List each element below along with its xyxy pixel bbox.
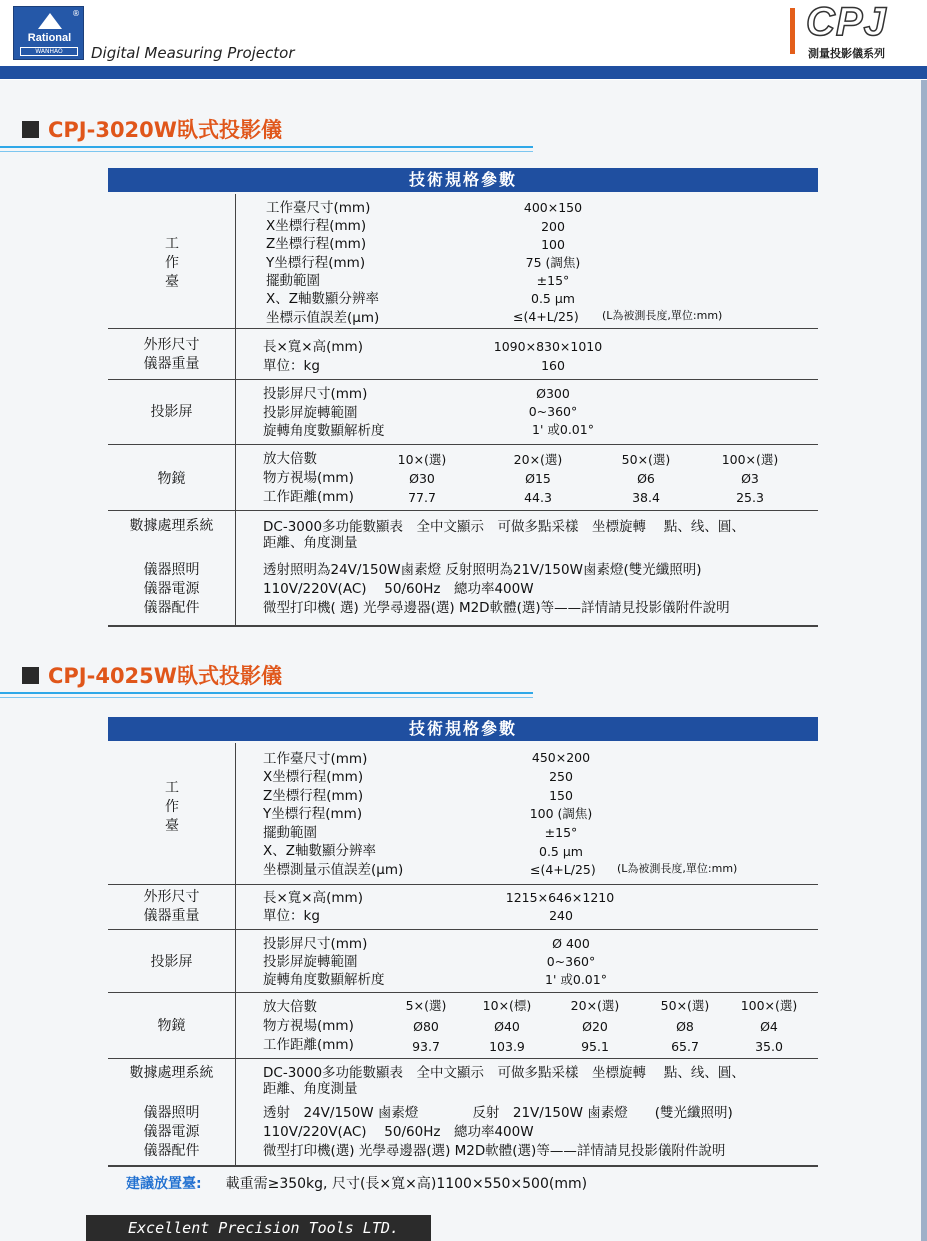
label-work-table-1: 工 <box>165 236 179 252</box>
power-text: 110V/220V(AC) 50/60Hz 總功率400W <box>263 1124 534 1140</box>
spec-value: 450×200 <box>531 750 591 765</box>
field-cell: Ø80 <box>413 1019 439 1034</box>
brand-subtitle: 測量投影儀系列 <box>808 47 885 60</box>
distance-cell: 44.3 <box>524 490 552 505</box>
distance-cell: 93.7 <box>412 1039 440 1054</box>
spec-name: Y坐標行程(mm) <box>266 255 366 271</box>
field-cell: Ø6 <box>637 471 655 486</box>
field-cell: Ø3 <box>741 471 759 486</box>
magnification-cell: 20×(選) <box>513 452 563 467</box>
data-system-text: 距離、角度測量 <box>263 535 358 551</box>
data-system-text: DC-3000多功能數顯表 全中文顯示 可做多點采樣 坐標旋轉 點、线、圓、 <box>263 1065 745 1081</box>
spec-name: 投影屏尺寸(mm) <box>263 936 368 952</box>
distance-cell: 38.4 <box>632 490 660 505</box>
spec-value: 100 <box>541 237 565 252</box>
page-edge <box>921 80 927 1241</box>
label-power: 儀器電源 <box>143 1124 200 1140</box>
label-weight: 儀器重量 <box>143 908 200 924</box>
spec-value: 1' 或0.01° <box>545 972 607 987</box>
spec-name: 擺動範圍 <box>266 273 320 289</box>
row-divider <box>108 444 818 445</box>
field-cell: Ø40 <box>494 1019 520 1034</box>
spec-value: 240 <box>549 908 573 923</box>
section-rule <box>0 692 533 694</box>
section-title <box>22 114 282 144</box>
magnification-cell: 20×(選) <box>570 998 620 1013</box>
spec-value: 160 <box>541 358 565 373</box>
row-divider <box>108 625 818 627</box>
accessories-text: 微型打印機( 選) 光學尋邊器(選) M2D軟體(選)等——詳情請見投影儀附件說明 <box>263 600 730 616</box>
spec-name: 單位：kg <box>263 908 320 924</box>
spec-name: 旋轉角度數顯解析度 <box>263 972 385 988</box>
lighting-text: 透射 24V/150W 鹵素燈 反射 21V/150W 鹵素燈 (雙光纖照明) <box>263 1105 733 1121</box>
field-cell: Ø4 <box>760 1019 778 1034</box>
spec-name: 單位：kg <box>263 358 320 374</box>
spec-name: 投影屏旋轉範圍 <box>263 954 358 970</box>
brand-accent-bar <box>790 8 795 54</box>
recommended-stand-value: 載重需≥350kg, 尺寸(長×寬×高)1100×550×500(mm) <box>225 1176 588 1192</box>
magnification-cell: 5×(選) <box>405 998 447 1013</box>
spec-value: ±15° <box>536 273 570 288</box>
spec-name: 放大倍數 <box>263 451 317 467</box>
column-divider <box>235 743 236 1166</box>
spec-name: 擺動範圍 <box>263 825 317 841</box>
distance-cell: 25.3 <box>736 490 764 505</box>
accessories-text: 微型打印機(選) 光學尋邊器(選) M2D軟體(選)等——詳情請見投影儀附件說明 <box>263 1143 726 1159</box>
tagline: Digital Measuring Projector <box>91 44 295 62</box>
section-rule <box>0 697 533 698</box>
label-screen: 投影屏 <box>150 954 193 970</box>
field-cell: Ø20 <box>582 1019 608 1034</box>
label-work-table-2: 作 <box>165 799 179 815</box>
section-title-text: CPJ-4025W臥式投影儀 <box>48 664 282 688</box>
label-work-table-2: 作 <box>165 255 179 271</box>
spec-value: 1090×830×1010 <box>493 339 603 354</box>
logo-sub: WANHAO <box>20 47 78 56</box>
spec-value: 0.5 μm <box>539 844 583 859</box>
magnification-cell: 100×(選) <box>740 998 798 1013</box>
spec-value: 1' 或0.01° <box>532 422 594 437</box>
row-divider <box>108 1165 818 1167</box>
label-work-table-3: 臺 <box>165 818 179 834</box>
spec-note: (L為被測長度,單位:mm) <box>617 862 738 875</box>
label-objective: 物鏡 <box>157 1018 186 1034</box>
label-power: 儀器電源 <box>143 581 200 597</box>
label-lighting: 儀器照明 <box>143 562 200 578</box>
distance-cell: 77.7 <box>408 490 436 505</box>
brand-mark: CPJ <box>806 0 887 44</box>
row-divider <box>108 510 818 511</box>
spec-name: 旋轉角度數顯解析度 <box>263 423 385 439</box>
magnification-cell: 100×(選) <box>721 452 779 467</box>
label-data-system: 數據處理系統 <box>129 518 214 534</box>
rational-logo <box>13 6 84 60</box>
label-accessories: 儀器配件 <box>143 1143 200 1159</box>
spec-value: 75 (調焦) <box>525 255 581 270</box>
logo-registered: ® <box>72 9 80 18</box>
spec-name: 投影屏尺寸(mm) <box>263 386 368 402</box>
spec-name: 工作臺尺寸(mm) <box>266 200 371 216</box>
label-weight: 儀器重量 <box>143 356 200 372</box>
row-divider <box>108 1058 818 1059</box>
label-size: 外形尺寸 <box>143 889 200 905</box>
magnification-cell: 50×(選) <box>660 998 710 1013</box>
table-header: 技術規格參數 <box>108 717 818 741</box>
spec-name: 坐標測量示值誤差(μm) <box>263 862 404 878</box>
column-divider <box>235 194 236 626</box>
distance-cell: 35.0 <box>755 1039 783 1054</box>
power-text: 110V/220V(AC) 50/60Hz 總功率400W <box>263 581 534 597</box>
distance-cell: 65.7 <box>671 1039 699 1054</box>
spec-value: 0~360° <box>528 404 578 419</box>
section-title-text: CPJ-3020W臥式投影儀 <box>48 118 282 142</box>
section-title <box>22 660 282 690</box>
field-cell: Ø15 <box>525 471 551 486</box>
spec-name: 物方視場(mm) <box>263 1018 354 1034</box>
row-divider <box>108 328 818 329</box>
spec-name: 投影屏旋轉範圍 <box>263 405 358 421</box>
header-band <box>0 66 927 79</box>
lighting-text: 透射照明為24V/150W鹵素燈 反射照明為21V/150W鹵素燈(雙光纖照明) <box>263 562 702 578</box>
spec-name: 長×寬×高(mm) <box>263 890 363 906</box>
field-cell: Ø8 <box>676 1019 694 1034</box>
label-screen: 投影屏 <box>150 404 193 420</box>
data-system-text: DC-3000多功能數顯表 全中文顯示 可做多點采樣 坐標旋轉 點、线、圓、 <box>263 519 745 535</box>
spec-value: ≤(4+L/25) <box>530 862 596 877</box>
spec-value: 1215×646×1210 <box>505 890 615 905</box>
label-work-table-1: 工 <box>165 780 179 796</box>
spec-value: 200 <box>541 219 565 234</box>
spec-name: Y坐標行程(mm) <box>263 806 363 822</box>
logo-triangle-icon <box>38 13 62 29</box>
label-accessories: 儀器配件 <box>143 600 200 616</box>
distance-cell: 103.9 <box>489 1039 525 1054</box>
spec-name: 工作距離(mm) <box>263 1037 354 1053</box>
spec-value: 0~360° <box>546 954 596 969</box>
data-system-text: 距離、角度測量 <box>263 1081 358 1097</box>
spec-name: X、Z軸數顯分辨率 <box>266 291 379 307</box>
row-divider <box>108 992 818 993</box>
row-divider <box>108 884 818 885</box>
spec-name: X坐標行程(mm) <box>266 218 367 234</box>
spec-value: ≤(4+L/25) <box>513 309 579 324</box>
row-divider <box>108 379 818 380</box>
bullet-square-icon <box>22 667 39 684</box>
section-rule <box>0 146 533 148</box>
spec-value: 100 (調焦) <box>529 806 593 821</box>
spec-name: 工作距離(mm) <box>263 489 354 505</box>
label-lighting: 儀器照明 <box>143 1105 200 1121</box>
logo-name: Rational <box>27 32 72 44</box>
magnification-cell: 10×(選) <box>397 452 447 467</box>
spec-value: 250 <box>549 769 573 784</box>
spec-name: 工作臺尺寸(mm) <box>263 751 368 767</box>
spec-name: Z坐標行程(mm) <box>266 236 367 252</box>
field-cell: Ø30 <box>409 471 435 486</box>
section-rule <box>0 151 533 152</box>
label-work-table-3: 臺 <box>165 274 179 290</box>
label-data-system: 數據處理系統 <box>129 1065 214 1081</box>
spec-table <box>108 168 818 628</box>
row-divider <box>108 929 818 930</box>
spec-note: (L為被測長度,單位:mm) <box>602 309 723 322</box>
spec-value: ±15° <box>544 825 578 840</box>
recommended-stand <box>126 1173 587 1193</box>
spec-value: 0.5 μm <box>531 291 575 306</box>
spec-value: 150 <box>549 788 573 803</box>
spec-name: Z坐標行程(mm) <box>263 788 364 804</box>
bullet-square-icon <box>22 121 39 138</box>
label-size: 外形尺寸 <box>143 337 200 353</box>
spec-value: Ø 400 <box>552 936 590 951</box>
spec-table <box>108 717 818 1169</box>
spec-name: X、Z軸數顯分辨率 <box>263 843 376 859</box>
spec-name: 物方視場(mm) <box>263 470 354 486</box>
recommended-stand-label: 建議放置臺: <box>126 1176 202 1192</box>
spec-name: 坐標示值誤差(μm) <box>266 310 380 326</box>
spec-name: X坐標行程(mm) <box>263 769 364 785</box>
table-header: 技術規格參數 <box>108 168 818 192</box>
spec-name: 放大倍數 <box>263 999 317 1015</box>
magnification-cell: 10×(標) <box>482 998 532 1013</box>
label-objective: 物鏡 <box>157 471 186 487</box>
footer-company: Excellent Precision Tools LTD. <box>86 1215 431 1241</box>
spec-name: 長×寬×高(mm) <box>263 339 363 355</box>
magnification-cell: 50×(選) <box>621 452 671 467</box>
spec-value: 400×150 <box>523 200 583 215</box>
spec-value: Ø300 <box>536 386 570 401</box>
distance-cell: 95.1 <box>581 1039 609 1054</box>
